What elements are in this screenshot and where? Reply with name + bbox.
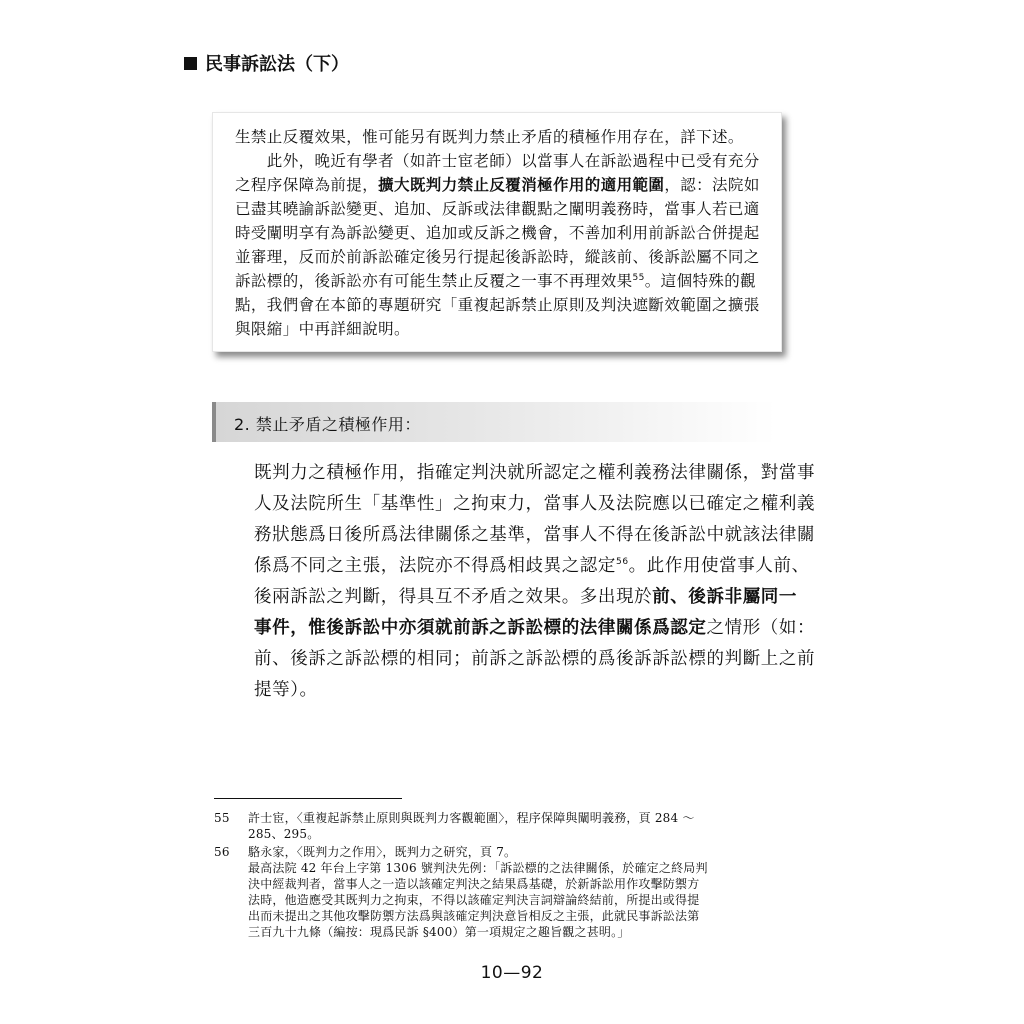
page-number: 10—92 <box>480 963 544 983</box>
main-bold-text: 前、後訴非屬同一 <box>652 587 798 607</box>
footnote-ref[interactable]: 55 <box>632 272 645 283</box>
main-bold-text: 事件，惟後訴訟中亦須就前訴之訴訟標的法律關係爲認定 <box>254 618 707 638</box>
box-line: 時受闡明享有為訴訟變更、追加或反訴之機會，不善加利用前訴訟合併提起 <box>235 224 760 242</box>
highlight-box <box>212 112 782 352</box>
footnote-55 <box>214 810 695 842</box>
box-line: 並審理，反而於前訴訟確定後另行提起後訴訟時，縱該前、後訴訟屬不同之 <box>235 248 760 266</box>
box-line <box>235 173 761 197</box>
main-line: 提等）。 <box>254 680 318 700</box>
footnote-number: 55 <box>214 811 230 825</box>
header-title: 民事訴訟法（下） <box>205 54 349 75</box>
main-line <box>254 553 810 579</box>
box-line: 此外，晚近有學者（如許士宦老師）以當事人在訴訟過程中已受有充分 <box>235 152 760 170</box>
box-line: 與限縮」中再詳細說明。 <box>235 320 410 338</box>
main-text: 之情形（如： <box>706 618 816 638</box>
page-header <box>184 50 349 76</box>
footnote-line: 285、295。 <box>248 827 320 841</box>
box-text: 之程序保障為前提， <box>235 176 379 194</box>
footnote-line: 駱永家，〈既判力之作用〉，既判力之研究，頁 7。 <box>248 845 517 859</box>
footnote-line: 三百九十九條（編按：現爲民訴 §400）第一項規定之趣旨觀之甚明。」 <box>248 925 630 939</box>
main-line <box>254 615 815 641</box>
footnote-56 <box>214 844 708 940</box>
main-text: 後兩訴訟之判斷，得具互不矛盾之效果。多出現於 <box>254 587 653 607</box>
section-heading <box>212 402 776 442</box>
main-line <box>254 584 797 610</box>
box-bold-text: 擴大既判力禁止反覆消極作用的適用範圍 <box>378 176 665 194</box>
main-text: 係爲不同之主張，法院亦不得爲相歧異之認定 <box>254 556 616 576</box>
square-bullet-icon <box>184 57 197 70</box>
footnote-line: 最高法院 42 年台上字第 1306 號判決先例：「訴訟標的之法律關係，於確定之終局判 <box>248 861 708 875</box>
footnote-line: 出而未提出之其他攻擊防禦方法爲與該確定判決意旨相反之主張，此就民事訴訟法第 <box>248 909 700 923</box>
main-line: 既判力之積極作用，指確定判決就所認定之權利義務法律關係，對當事 <box>254 463 816 483</box>
box-text: ，認：法院如 <box>664 176 760 194</box>
section-title: 2. 禁止矛盾之積極作用： <box>234 415 421 434</box>
main-text: 。此作用使當事人前、 <box>628 556 810 576</box>
main-line: 人及法院所生「基準性」之拘束力，當事人及法院應以已確定之權利義 <box>254 494 816 514</box>
box-line: 已盡其曉諭訴訟變更、追加、反訴或法律觀點之闡明義務時，當事人若已適 <box>235 200 760 218</box>
footnote-line: 決中經裁判者，當事人之一造以該確定判決之結果爲基礎，於新訴訟用作攻擊防禦方 <box>248 877 700 891</box>
box-text: 。這個特殊的觀 <box>644 272 757 290</box>
footnote-divider <box>214 798 402 799</box>
main-line: 前、後訴之訴訟標的相同；前訴之訴訟標的爲後訴訴訟標的判斷上之前 <box>254 649 816 669</box>
footnote-number: 56 <box>214 845 230 859</box>
main-line: 務狀態爲日後所爲法律關係之基準，當事人不得在後訴訟中就該法律關 <box>254 525 816 545</box>
box-line <box>235 269 761 293</box>
box-text: 訴訟標的，後訴訟亦有可能生禁止反覆之一事不再理效果 <box>235 272 633 290</box>
box-line: 生禁止反覆效果，惟可能另有既判力禁止矛盾的積極作用存在，詳下述。 <box>235 128 744 146</box>
footnote-ref[interactable]: 56 <box>616 557 629 568</box>
footnote-line: 許士宦，〈重複起訴禁止原則與既判力客觀範圍〉，程序保障與闡明義務，頁 284 ～ <box>248 811 695 825</box>
footnote-line: 法時，他造應受其既判力之拘束，不得以該確定判決言詞辯論終結前，所提出或得提 <box>248 893 700 907</box>
box-line: 點，我們會在本節的專題研究「重複起訴禁止原則及判決遮斷效範圍之擴張 <box>235 296 760 314</box>
